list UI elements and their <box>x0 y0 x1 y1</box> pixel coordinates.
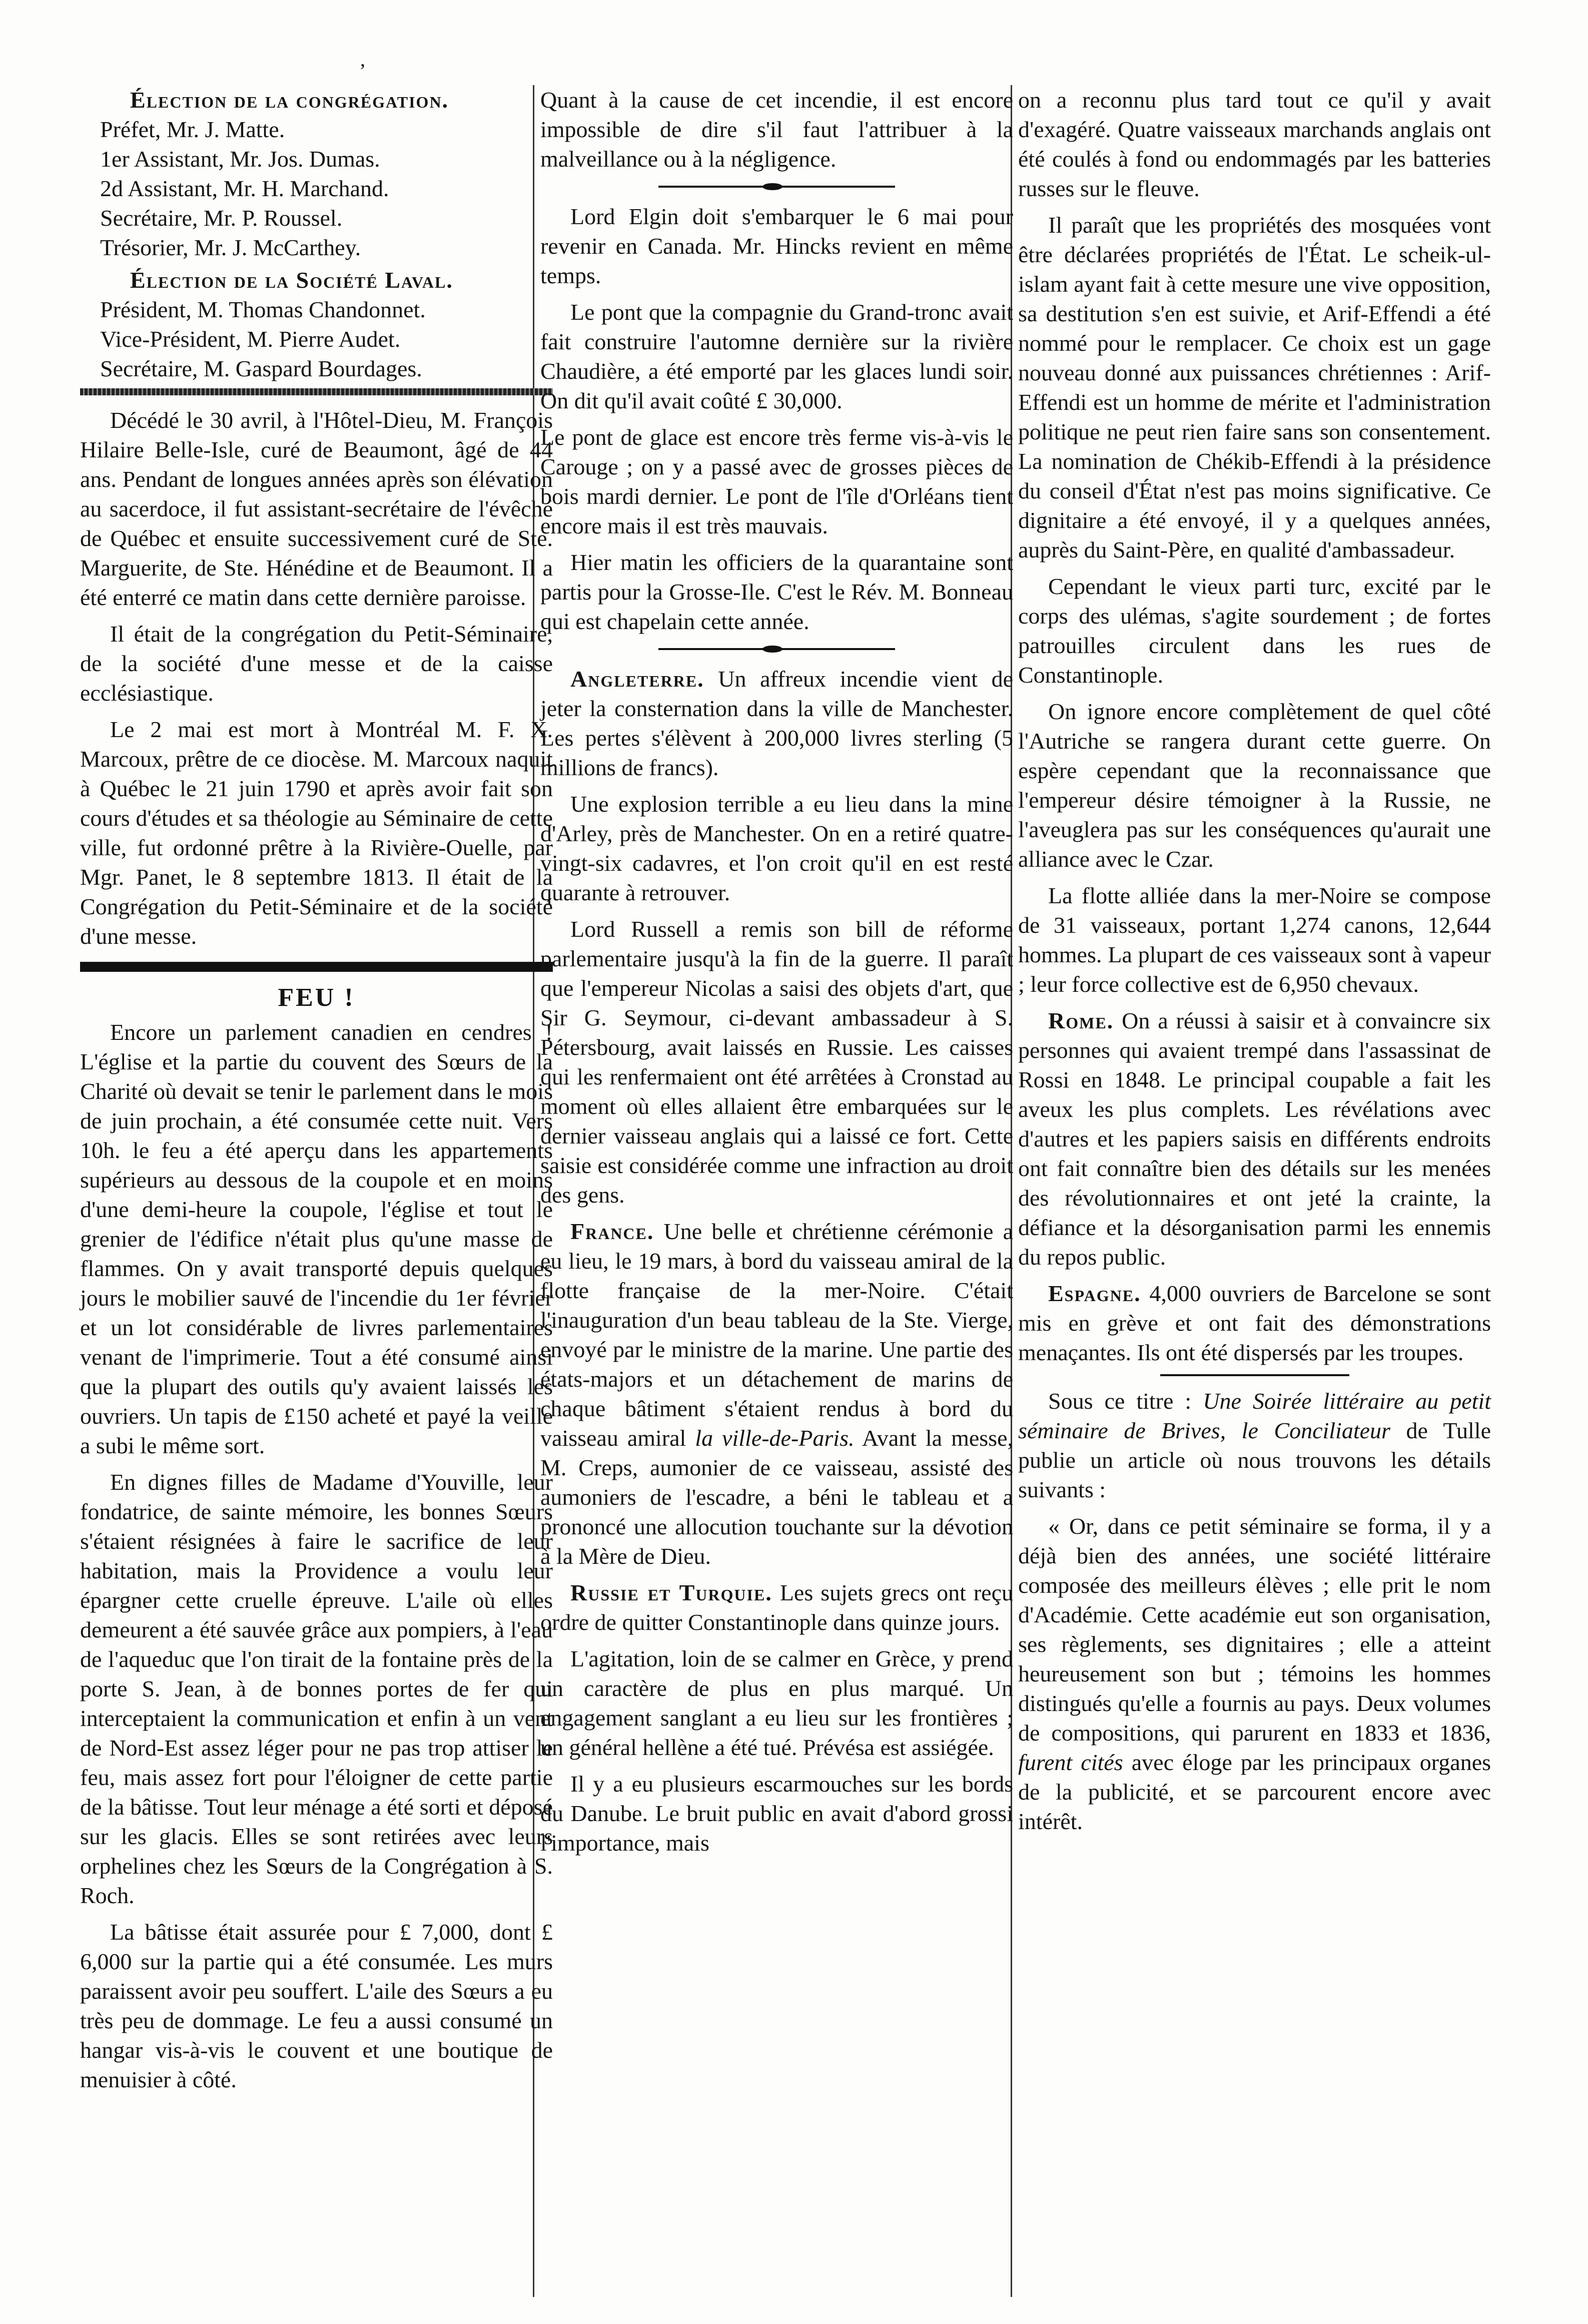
officer-line: Secrétaire, M. Gaspard Bourdages. <box>100 356 422 381</box>
news-paragraph: La flotte alliée dans la mer-Noire se compose de 31 vaisseaux, portant 1,274 canons, 12,644 hommes. La plupart de ces vaisseaux sont à vapeur ; leur force collective est de 6,950 chevaux. <box>1018 883 1491 997</box>
officer-line: 2d Assistant, Mr. H. Marchand. <box>100 176 389 201</box>
news-paragraph: Une explosion terrible a eu lieu dans la mine d'Arley, près de Manchester. On en a retiré quatre-vingt-six cadavres, et l'on croit qu'il en est resté quarante à retrouver. <box>540 791 1013 905</box>
article-title-feu: FEU ! <box>278 983 355 1012</box>
column-2 <box>540 85 1013 1865</box>
article-paragraph: Quant à la cause de cet incendie, il est encore impossible de dire s'il faut l'attribuer à la malveillance ou à la négligence. <box>540 87 1013 172</box>
news-paragraph: Angleterre. Un affreux incendie vient de jeter la consternation dans la ville de Manchester. Les pertes s'élèvent à 200,000 livres sterling (5 millions de francs). <box>540 666 1013 780</box>
ornamental-rule <box>540 643 1013 655</box>
news-paragraph: Rome. On a réussi à saisir et à convaincre six personnes qui avaient trempé dans l'assassinat de Rossi en 1848. Le principal coupable a fait les aveux les plus complets. Les révélations avec d'autres et les papiers saisis en différents endroits ont fait connaître bien des détails sur les menées des révolutionnaires et ont jeté la crainte, la défiance et la désorganisation parmi les ennemis du repos public. <box>1018 1008 1491 1270</box>
ornamental-rule <box>1160 1374 1349 1376</box>
news-paragraph: Le pont de glace est encore très ferme vis-à-vis le Carouge ; on y a passé avec de grosses pièces de bois mardi dernier. Le pont de l'île d'Orléans tient encore mais il est très mauvais. <box>540 424 1013 538</box>
congregation-election <box>80 85 553 262</box>
news-paragraph: Sous ce titre : Une Soirée littéraire au petit séminaire de Brives, le Conciliateur de Tulle publie un article où nous trouvons les détails suivants : <box>1018 1388 1491 1502</box>
obituary-paragraph: Le 2 mai est mort à Montréal M. F. X. Marcoux, prêtre de ce diocèse. M. Marcoux naquit à Québec le 21 juin 1790 et après avoir fait son cours d'études et sa théologie au Séminaire de cette ville, fut ordonné prêtre à la Rivière-Ouelle, par Mgr. Panet, le 8 septembre 1813. Il était de la Congrégation du Petit-Séminaire et de la société d'une messe. <box>80 717 553 949</box>
news-paragraph: Il paraît que les propriétés des mosquées vont être déclarées propriétés de l'État. Le scheik-ul-islam ayant fait à cette mesure une vive opposition, sa destitution s'en est suivie, et Arif-Effendi a été nommé pour le remplacer. Ce choix est un gage nouveau donné aux puissances chrétiennes : Arif-Effendi est un homme de mérite et l'administration politique ne peut rien faire sans son consentement. La nomination de Chékib-Effendi à la présidence du conseil d'État n'est pas moins significative. Ce dignitaire a été envoyé, il y a quelques années, auprès du Saint-Père, en qualité d'ambassadeur. <box>1018 212 1491 562</box>
news-paragraph: Lord Elgin doit s'embarquer le 6 mai pour revenir en Canada. Mr. Hincks revient en même temps. <box>540 204 1013 288</box>
news-paragraph: Hier matin les officiers de la quarantaine sont partis pour la Grosse-Ile. C'est le Rév. M. Bonneau qui est chapelain cette année. <box>540 549 1013 634</box>
section-label-russie: Russie et Turquie. <box>570 1580 772 1605</box>
laval-header: Élection de la Société Laval. <box>130 267 453 293</box>
news-paragraph: France. Une belle et chrétienne cérémonie a eu lieu, le 19 mars, à bord du vaisseau amiral de la flotte française de la mer-Noire. C'était l'inauguration d'un beau tableau de la Ste. Vierge, envoyé par le ministre de la marine. Une partie des états-majors et un détachement de marins de chaque bâtiment s'étaient rendus à bord du vaisseau amiral la ville-de-Paris. Avant la messe, M. Creps, aumonier de ce vaisseau, assisté des aumoniers de l'escadre, a béni le tableau et a prononcé une allocution touchante sur la dévotion à la Mère de Dieu. <box>540 1219 1014 1569</box>
officer-line: Président, M. Thomas Chandonnet. <box>100 297 426 322</box>
article-title-reference: Une Soirée littéraire au petit séminaire de Brives, le Conciliateur <box>1018 1388 1491 1443</box>
article-paragraph: La bâtisse était assurée pour £ 7,000, dont £ 6,000 sur la partie qui a été consumée. Les murs paraissent avoir peu souffert. L'aile des Sœurs a eu très peu de dommage. Le feu a aussi consumé un hangar vis-à-vis le couvent et une boutique de menuisier à côté. <box>80 1919 553 2092</box>
column-3 <box>1018 85 1491 1843</box>
news-paragraph: on a reconnu plus tard tout ce qu'il y avait d'exagéré. Quatre vaisseaux marchands anglais ont été coulés à fond ou endommagés par les batteries russes sur le fleuve. <box>1018 87 1491 201</box>
stray-mark: , <box>360 48 365 71</box>
news-paragraph: On ignore encore complètement de quel côté l'Autriche se rangera durant cette guerre. On espère cependant que la reconnaissance que l'empereur désire témoigner à la Russie, ne l'aveuglera pas sur les conséquences qu'aurait une alliance avec le Czar. <box>1018 699 1491 872</box>
obituary-paragraph: Il était de la congrégation du Petit-Séminaire, de la société d'une messe et de la caisse ecclésiastique. <box>80 621 553 706</box>
section-label-espagne: Espagne. <box>1048 1281 1141 1306</box>
news-paragraph: Lord Russell a remis son bill de réforme parlementaire jusqu'à la fin de la guerre. Il paraît que l'empereur Nicolas a saisi des objets d'art, que Sir G. Seymour, ci-devant ambassadeur à S. Pétersbourg, avait laissés en Russie. Les caisses qui les renfermaient ont été arrêtées à Cronstad au moment où elles allaient être embarquées sur le dernier vaisseau anglais qui a laissé ce fort. Cette saisie est considérée comme une infraction au droit des gens. <box>540 916 1013 1208</box>
laval-election <box>80 265 553 383</box>
news-paragraph: Le pont que la compagnie du Grand-tronc avait fait construire l'automne dernière sur la rivière Chaudière, a été emporté par les glaces lundi soir. On dit qu'il avait coûté £ 30,000. <box>540 299 1013 413</box>
news-paragraph: Russie et Turquie. Les sujets grecs ont reçu ordre de quitter Constantinople dans quinze jours. <box>540 1580 1014 1635</box>
ornamental-rule <box>540 181 1013 193</box>
officer-line: Vice-Président, M. Pierre Audet. <box>100 326 401 352</box>
ornamental-rule <box>80 388 553 395</box>
news-paragraph: Il y a eu plusieurs escarmouches sur les bords du Danube. Le bruit public en avait d'abord grossi l'importance, mais <box>540 1771 1013 1856</box>
section-label-france: France. <box>570 1219 654 1244</box>
ship-name: la ville-de-Paris. <box>695 1425 855 1451</box>
section-rule <box>80 962 553 972</box>
officer-line: Secrétaire, Mr. P. Roussel. <box>100 205 343 231</box>
section-label-rome: Rome. <box>1048 1008 1114 1033</box>
officer-line: Trésorier, Mr. J. McCarthey. <box>100 235 361 260</box>
article-paragraph: Encore un parlement canadien en cendres ! L'église et la partie du couvent des Sœurs de la Charité où devait se tenir le parlement dans le mois de juin prochain, a été consumée cette nuit. Vers 10h. le feu a été aperçu dans les appartements supérieurs au dessous de la coupole et en moins d'une demi-heure la coupole, l'église et tout le grenier de l'édifice n'était plus qu'une masse de flammes. On y avait transporté depuis quelques jours le mobilier sauvé de l'incendie du 1er février et un lot considérable de livres parlementaires venant de l'imprimerie. Tout a été consumé ainsi que la plupart des outils qu'y avaient laissés les ouvriers. Un tapis de £150 acheté et payé la veille a subi le même sort. <box>80 1019 553 1458</box>
quoted-paragraph: « Or, dans ce petit séminaire se forma, il y a déjà bien des années, une société littéraire composée des meilleurs élèves ; elle prit le nom d'Académie. Cette académie eut son organisation, ses règlements, ses dignitaires ; elle a atteint heureusement son but ; témoins les hommes distingués qu'elle a fournis au pays. Deux volumes de compositions, qui parurent en 1833 et 1836, furent cités avec éloge par les principaux organes de la publicité, et se parcourent encore avec intérêt. <box>1018 1513 1491 1834</box>
news-paragraph: L'agitation, loin de se calmer en Grèce, y prend un caractère de plus en plus marqué. Un engagement sanglant a eu lieu sur les frontières ; un général hellène a été tué. Prévésa est assiégée. <box>540 1646 1013 1760</box>
obituary-paragraph: Décédé le 30 avril, à l'Hôtel-Dieu, M. François Hilaire Belle-Isle, curé de Beaumont, âgé de 44 ans. Pendant de longues années après son élévation au sacerdoce, il fut assistant-secrétaire de l'évêché de Québec et ensuite successivement curé de Ste. Marguerite, de Ste. Hénédine et de Beaumont. Il a été enterré ce matin dans cette dernière paroisse. <box>80 407 553 610</box>
column-1 <box>80 85 553 2101</box>
section-label-angleterre: Angleterre. <box>570 666 704 692</box>
news-paragraph: Cependant le vieux parti turc, excité par le corps des ulémas, s'agite sourdement ; de fortes patrouilles circulent dans les rues de Constantinople. <box>1018 573 1491 688</box>
article-paragraph: En dignes filles de Madame d'Youville, leur fondatrice, de sainte mémoire, les bonnes Sœurs s'étaient résignées à faire le sacrifice de leur habitation, mais la Providence a voulu leur épargner cette cruelle épreuve. L'aile où elles demeurent a été sauvée grâce aux pompiers, à l'eau de l'aqueduc que l'on tirait de la fontaine près de la porte S. Jean, à de bonnes portes de fer qui interceptaient la communication et enfin à un vent de Nord-Est assez léger pour ne pas trop attiser le feu, mais assez fort pour l'éloigner de cette partie de la bâtisse. Tout leur ménage a été sorti et déposé sur les glacis. Elles se sont retirées avec leurs orphelines chez les Sœurs de la Congrégation à S. Roch. <box>80 1469 553 1908</box>
congregation-header: Élection de la congrégation. <box>130 87 449 113</box>
news-paragraph: Espagne. 4,000 ouvriers de Barcelone se sont mis en grève et ont fait des démonstrations menaçantes. Ils ont été dispersés par les troupes. <box>1018 1281 1491 1365</box>
officer-line: 1er Assistant, Mr. Jos. Dumas. <box>100 146 380 172</box>
officer-line: Préfet, Mr. J. Matte. <box>100 117 285 142</box>
